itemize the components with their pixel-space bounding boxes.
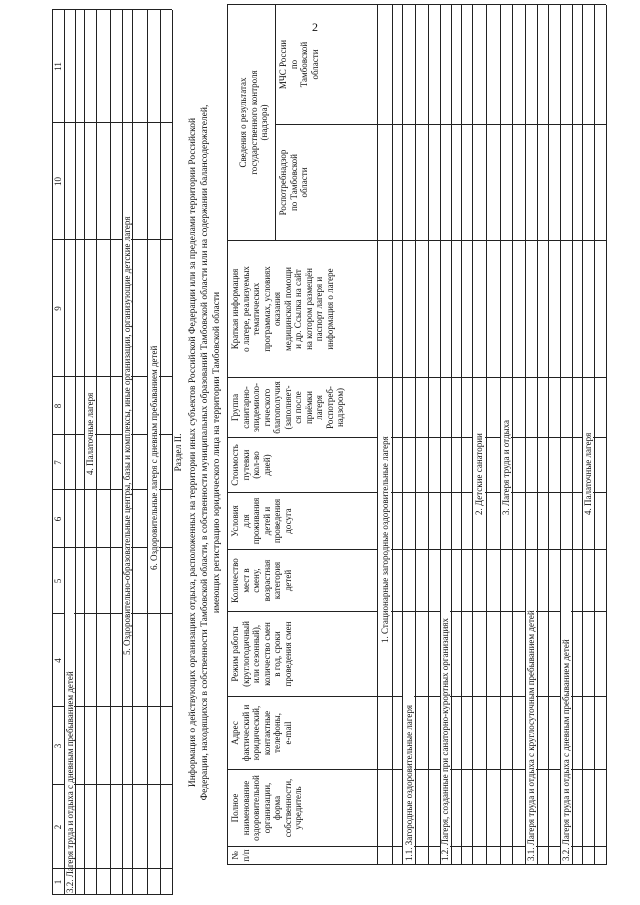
- col-num-1: 1: [53, 879, 63, 885]
- col-num-2: 2: [53, 824, 63, 830]
- col-num-11: 11: [53, 62, 63, 71]
- group-row-2: 2. Детские санатории: [474, 433, 484, 515]
- header-address-5: телефоны,: [272, 713, 282, 753]
- header-control-2: государственного контроля: [248, 70, 259, 175]
- header-control-3: (надзора): [259, 104, 269, 141]
- header-mode-2: (круглогодичный: [240, 621, 251, 687]
- group-row-3: 3. Лагеря труда и отдыха: [501, 419, 511, 515]
- header-group-2: санитарно-: [240, 386, 251, 429]
- header-mode-1: Режим работы: [230, 626, 240, 682]
- header-places-5: категория: [272, 561, 282, 600]
- header-info-2: о лагере, реализуемых: [240, 266, 251, 352]
- header-conditions-1: Условия: [230, 505, 240, 537]
- header-info-3: тематических: [251, 282, 261, 336]
- header-conditions-2: для: [240, 514, 251, 528]
- header-mode-5: в год, сроки: [272, 631, 282, 677]
- header-name-6: собственности,: [282, 778, 293, 838]
- col-num-5: 5: [53, 578, 63, 584]
- top-row-6: 6. Оздоровительные лагеря с дневным пребыванием детей: [149, 345, 159, 570]
- header-name-2: наименование: [240, 780, 251, 836]
- sub-row-3-2: 3.2. Лагеря труда и отдыха с дневным пребыванием детей: [561, 639, 571, 861]
- sub-row-1-2: 1.2. Лагеря, созданные при санаторно-курортных организациях: [440, 618, 450, 861]
- header-places-6: детей: [282, 569, 293, 592]
- header-places-2: мест в: [240, 568, 251, 593]
- header-address-6: e-mail: [282, 721, 293, 745]
- section-title: Раздел II.: [174, 433, 184, 472]
- header-address-3: юридический,: [251, 705, 261, 761]
- header-info-7: и др. Ссылка на сайт: [293, 269, 303, 349]
- header-address-4: контактные: [261, 710, 272, 756]
- header-places-3: смену,: [251, 568, 261, 593]
- top-row-5: 5. Оздоровительно-образовательные центры, базы и комплексы, иные организации, организующие детские лагеря: [122, 216, 132, 655]
- header-info-4: программах, условиях: [261, 266, 272, 352]
- header-address-1: Адрес: [230, 721, 240, 745]
- header-mchs-2: по: [288, 59, 299, 70]
- header-mode-3: или сезонный),: [251, 624, 261, 684]
- header-info-8: на котором размещён: [303, 268, 314, 350]
- header-group-6: (заполняет-: [282, 385, 293, 430]
- header-name-4: организации,: [261, 782, 272, 834]
- top-row-3-2: 3.2. Лагеря труда и отдыха с дневным пребыванием детей: [65, 671, 75, 893]
- header-cost-2: путевки: [240, 449, 251, 481]
- header-rospotreb-2: по Тамбовской: [288, 153, 299, 212]
- header-name-5: форма: [272, 795, 282, 821]
- col-num-7: 7: [53, 460, 63, 465]
- header-info-9: паспорт лагеря и: [314, 276, 324, 342]
- header-info-1: Краткая информация: [230, 268, 240, 350]
- header-conditions-5: проведения: [272, 498, 282, 544]
- header-mchs-1: МЧС России: [278, 39, 288, 90]
- header-group-7: ся после: [293, 391, 303, 424]
- header-group-11: надзором): [335, 387, 345, 428]
- header-cost-4: дней): [261, 454, 272, 476]
- sub-row-3-1: 3.1. Лагеря труда и отдыха с круглосуточным пребыванием детей: [526, 610, 536, 861]
- header-info-6: медицинской помощи: [282, 267, 293, 351]
- header-places-1: Количество: [230, 558, 240, 603]
- sub-row-1-1: 1.1. Загородные оздоровительные лагеря: [404, 704, 414, 861]
- header-conditions-3: проживания: [251, 497, 261, 545]
- col-num-6: 6: [53, 516, 63, 522]
- header-group-3: эпидемиоло-: [251, 383, 261, 432]
- header-num-1: №: [230, 851, 240, 860]
- top-row-4: 4. Палаточные лагеря: [85, 392, 95, 475]
- header-rospotreb-3: области: [299, 167, 309, 198]
- header-info-5: оказания: [272, 291, 282, 327]
- group-row-1: 1. Стационарные загородные оздоровительные лагеря: [380, 436, 390, 643]
- col-num-9: 9: [53, 306, 63, 311]
- header-mchs-3: Тамбовской: [299, 41, 309, 88]
- header-info-10: информация о лагере: [324, 268, 335, 350]
- header-mode-6: проведения смен: [282, 621, 293, 687]
- header-group-9: лагеря: [314, 395, 324, 420]
- header-mode-4: количество смен: [261, 622, 272, 686]
- header-rospotreb-1: Роспотребнадзор: [278, 149, 288, 216]
- section-heading-line-1: Информация о действующих организациях отдыха, расположенных на территории иных субъектов Российской Федерации или за пределами территории Российской: [188, 117, 198, 788]
- header-group-8: приёмки: [303, 391, 314, 425]
- section-heading-line-3: имеющих регистрацию юридического лица на территории Тамбовской области: [212, 291, 222, 614]
- col-num-10: 10: [53, 177, 63, 186]
- section-heading-line-2: Федерации, находящихся в собственности Тамбовской области, в собственности муниципальных образований Тамбовской области или на содержании балансодержателей,: [200, 104, 210, 801]
- col-num-4: 4: [53, 658, 63, 663]
- header-cost-3: (кол-во: [251, 451, 261, 479]
- page-number: 2: [312, 20, 318, 34]
- header-places-4: возрастная: [261, 559, 272, 602]
- header-name-1: Полное: [230, 793, 240, 823]
- header-address-2: фактический и: [240, 704, 251, 762]
- header-group-4: гического: [261, 388, 272, 427]
- header-group-1: Группа: [230, 393, 240, 422]
- header-group-5: благополучия: [272, 381, 282, 434]
- header-group-10: Роспотреб-: [324, 386, 335, 429]
- header-conditions-6: досуга: [282, 508, 293, 534]
- group-row-4: 4. Палаточные лагеря: [583, 432, 593, 515]
- col-num-3: 3: [53, 743, 63, 749]
- header-name-7: учредитель: [293, 786, 303, 830]
- header-num-2: п/п: [240, 849, 251, 862]
- col-num-8: 8: [53, 403, 63, 409]
- header-cost-1: Стоимость: [230, 444, 240, 486]
- header-name-3: оздоровительной: [251, 775, 261, 841]
- header-mchs-4: области: [309, 49, 320, 80]
- header-control-1: Сведения о результатах: [238, 77, 248, 168]
- header-conditions-4: детей и: [261, 506, 272, 536]
